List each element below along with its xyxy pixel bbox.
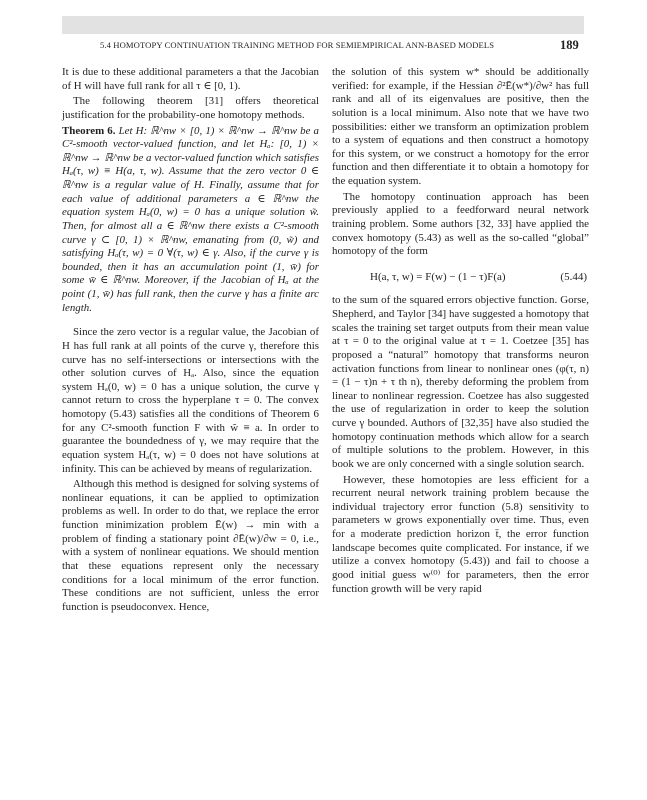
theorem-text: Let H: ℝ^nw × [0, 1) × ℝ^nw → ℝ^nw be a C²-smooth vector-valued function, and let Hₐ: [0, 1) × ℝ^nw → ℝ^nw be a vector-valued function which satisfies Hₐ(τ, w) ≡ H(a, τ, w). Assume that the zero vector 0 ∈ ℝ^nw is a regular value of H. Finally, assume that for each value of additional parameters a ∈ ℝ^nw the equation system Hₐ(0, w) = 0 has a unique solution w̃. Then, for almost all a ∈ ℝ^nw there exists a C²-smooth curve γ ⊂ [0, 1) × ℝ^nw, emanating from (0, w̃) and satisfying Hₐ(τ, w) = 0 ∀(τ, w) ∈ γ. Also, if the curve γ is bounded, then it has an accumulation point (1, w̄) for some w̄ ∈ ℝ^nw. Moreover, if the Jacobian of Hₐ at the point (1, w̄) has full rank, then the curve γ has a finite arc length. [62, 124, 319, 314]
paragraph: The homotopy continuation approach has been previously applied to a feedforward neural network training problem. Some authors [32, 33] have applied the convex homotopy (5.43) as well as the so-called “global” homotopy of the form [332, 190, 589, 258]
header-bar [62, 16, 584, 34]
paragraph: The following theorem [31] offers theoretical justification for the probability-one homotopy methods. [62, 95, 319, 121]
right-column [332, 66, 589, 598]
equation-number: (5.44) [560, 270, 587, 283]
equation-5-44 [332, 271, 589, 285]
theorem-label: Theorem 6. [62, 124, 116, 137]
paragraph: It is due to these additional parameters a that the Jacobian of H will have full rank for all τ ∈ [0, 1). [62, 66, 319, 92]
page-number: 189 [560, 38, 579, 52]
paragraph: the solution of this system w* should be additionally verified: for example, if the Hessian ∂²Ē(w*)/∂w² has full rank and all of its eigenvalues are positive, then the solution is a local minimum. Also note that we have two possibilities: either we transform an optimization problem to a system of equations and then construct a homotopy for this system, or we construct a homotopy for the error function and then differentiate it to obtain a homotopy for the equation system. [332, 66, 589, 187]
running-head: 5.4 HOMOTOPY CONTINUATION TRAINING METHOD FOR SEMIEMPIRICAL ANN-BASED MODELS [100, 40, 495, 50]
equation-body: H(a, τ, w) = F(w) − (1 − τ)F(a) [370, 270, 506, 283]
paragraph: Although this method is designed for solving systems of nonlinear equations, it can be applied to optimization problems as well. In order to do that, we replace the error function minimization problem Ē(w) → min with a problem of finding a stationary point ∂Ē(w)/∂w = 0, i.e., with a system of nonlinear equations. We should mention that these equations represent only the necessary conditions for a local minimum of the error function. These conditions are not sufficient, unless the error function is pseudoconvex. Hence, [62, 478, 319, 613]
paragraph: to the sum of the squared errors objective function. Gorse, Shepherd, and Taylor [34] have suggested a homotopy that scales the training set target outputs from their mean value at τ = 0 to the original value at τ = 1. Coetzee [35] has proposed a “natural” homotopy that transforms neuron activation functions from linear to nonlinear ones (φ(τ, n) = (1 − τ)n + τ th n), thereby deforming the problem from linear to nonlinear regression. Coetzee has also suggested the use of regularization in order to keep the solution curve γ bounded. Authors of [32,35] have also studied the homotopy continuation methods which allow for a search of multiple solutions to the problem. However, in this book we are only concerned with a single solution search. [332, 294, 589, 470]
paragraph: However, these homotopies are less efficient for a recurrent neural network training problem because the individual trajectory error function (5.8) sensitivity to parameters w grows exponentially over time. Thus, even for a moderate prediction horizon t̄, the error function landscape becomes quite complicated. For instance, if we utilize a convex homotopy (5.43)) and fail to choose a good initial guess w⁽⁰⁾ for parameters, then the error function growth will be very rapid [332, 473, 589, 595]
paragraph: Since the zero vector is a regular value, the Jacobian of H has full rank at all points of the curve γ, therefore this curve has no self-intersections or intersections with the other solution curves of Hₐ. Also, since the equation system Hₐ(0, w) = 0 has a unique solution, the curve γ cannot return to cross the hyperplane τ = 0. The convex homotopy (5.43) satisfies all the conditions of Theorem 6 for any C²-smooth function F with w̃ ≡ a. In order to guarantee the boundedness of γ, we may require that the equation system Hₐ(τ, w) = 0 does not have solutions at infinity. This can be achieved by means of regularization. [62, 326, 319, 475]
left-column [62, 66, 319, 616]
theorem-6 [62, 125, 319, 316]
